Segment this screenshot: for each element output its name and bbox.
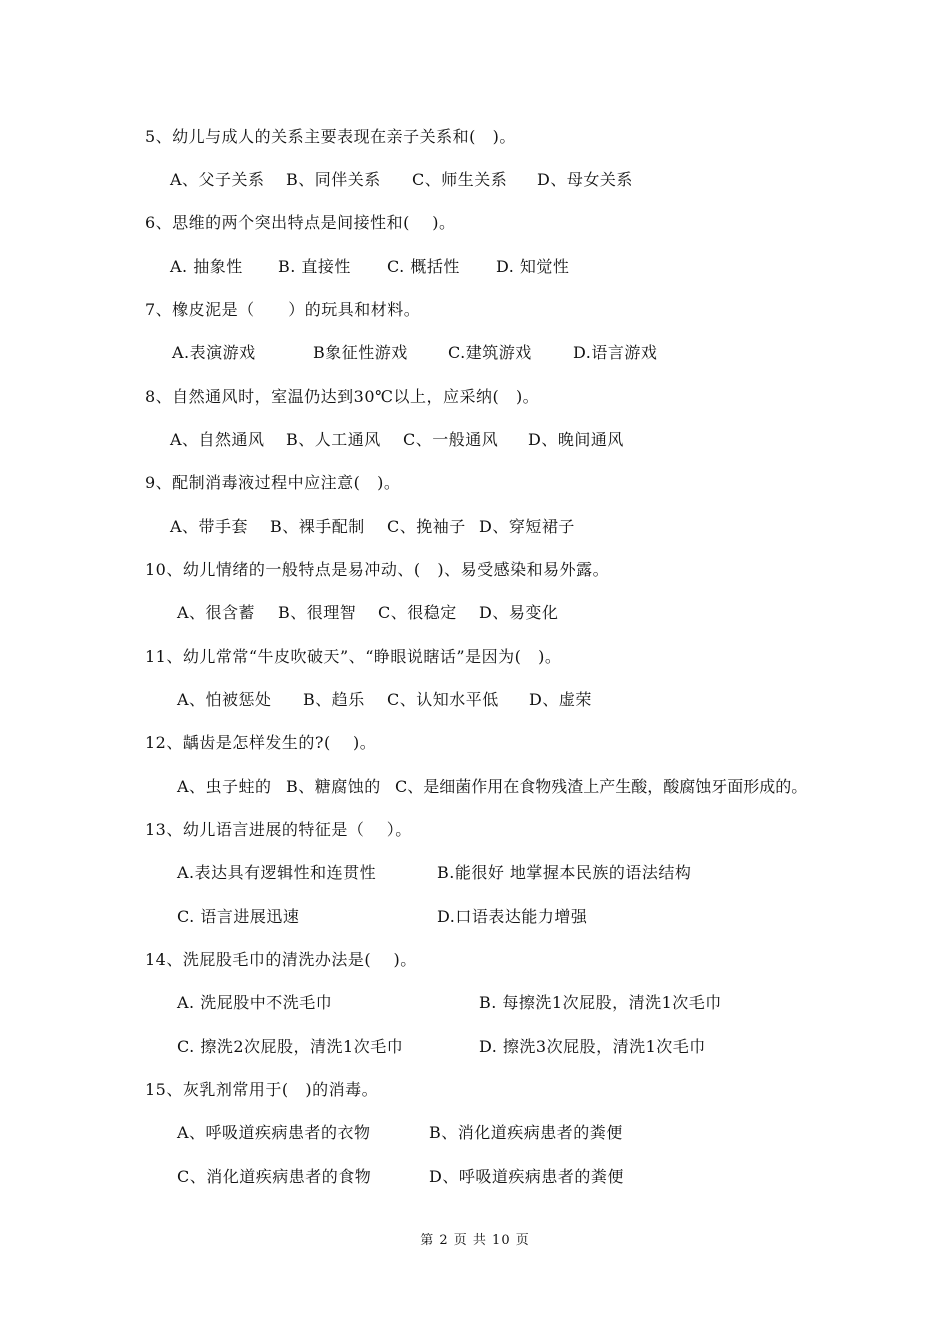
question-11-option-c: C、认知水平低 [387,690,499,709]
question-14-stem: 14、洗屁股毛巾的清洗办法是( )。 [145,950,417,969]
question-6-option-b: B. 直接性 [278,257,351,276]
question-8-option-b: B、人工通风 [286,430,381,449]
question-5-option-d: D、母女关系 [537,170,633,189]
question-14-option-d: D. 擦洗3次屁股，清洗1次毛巾 [479,1037,706,1056]
question-11-option-b: B、趋乐 [303,690,365,709]
question-7-option-d: D.语言游戏 [573,343,658,362]
question-12-stem: 12、龋齿是怎样发生的?( )。 [145,733,377,752]
question-13-option-d: D.口语表达能力增强 [437,907,588,926]
page-number-footer: 第 2 页 共 10 页 [420,1233,530,1248]
question-11-option-a: A、怕被惩处 [177,690,272,709]
question-14-option-b: B. 每擦洗1次屁股，清洗1次毛巾 [479,993,722,1012]
question-7-option-c: C.建筑游戏 [448,343,532,362]
question-15-option-a: A、呼吸道疾病患者的衣物 [177,1123,371,1142]
question-15-stem: 15、灰乳剂常用于( )的消毒。 [145,1080,379,1099]
question-5-option-c: C、师生关系 [412,170,508,189]
question-13-stem: 13、幼儿语言进展的特征是（ ）。 [145,820,412,839]
question-15-option-d: D、呼吸道疾病患者的粪便 [429,1167,624,1186]
question-8-stem: 8、自然通风时，室温仍达到30℃以上，应采纳( )。 [145,387,540,406]
question-6-stem: 6、思维的两个突出特点是间接性和( )。 [145,213,456,232]
question-10-stem: 10、幼儿情绪的一般特点是易冲动、( )、易受感染和易外露。 [145,560,610,579]
question-6-option-c: C. 概括性 [387,257,460,276]
question-10-option-b: B、很理智 [278,603,357,622]
question-7-option-a: A.表演游戏 [172,343,256,362]
question-9-option-c: C、挽袖子 [387,517,466,536]
question-9-option-d: D、穿短裙子 [479,517,575,536]
question-12-option-a: A、虫子蛀的 [177,777,272,796]
question-6-option-d: D. 知觉性 [496,257,570,276]
question-10-option-a: A、很含蓄 [177,603,256,622]
question-7-option-b: B象征性游戏 [313,343,408,362]
question-10-option-d: D、易变化 [479,603,559,622]
question-13-option-a: A.表达具有逻辑性和连贯性 [177,863,377,882]
question-11-stem: 11、幼儿常常“牛皮吹破天”、“睁眼说瞎话”是因为( )。 [145,647,562,666]
question-12-option-c: C、是细菌作用在食物残渣上产生酸，酸腐蚀牙面形成的。 [395,777,808,796]
question-9-option-b: B、裸手配制 [270,517,365,536]
question-9-option-a: A、带手套 [170,517,249,536]
question-13-option-c: C. 语言进展迅速 [177,907,300,926]
question-5-option-b: B、同伴关系 [286,170,381,189]
question-8-option-c: C、一般通风 [403,430,499,449]
question-15-option-b: B、消化道疾病患者的粪便 [429,1123,623,1142]
question-5-stem: 5、幼儿与成人的关系主要表现在亲子关系和( )。 [145,127,516,146]
question-13-option-b: B.能很好 地掌握本民族的语法结构 [437,863,692,882]
question-11-option-d: D、虚荣 [529,690,592,709]
question-15-option-c: C、消化道疾病患者的食物 [177,1167,372,1186]
question-7-stem: 7、橡皮泥是（ ）的玩具和材料。 [145,300,421,319]
question-10-option-c: C、很稳定 [378,603,457,622]
question-8-option-d: D、晚间通风 [528,430,624,449]
question-14-option-c: C. 擦洗2次屁股，清洗1次毛巾 [177,1037,404,1056]
question-12-option-b: B、糖腐蚀的 [286,777,381,796]
question-6-option-a: A. 抽象性 [170,257,243,276]
question-14-option-a: A. 洗屁股中不洗毛巾 [177,993,333,1012]
question-8-option-a: A、自然通风 [170,430,265,449]
question-5-option-a: A、父子关系 [170,170,265,189]
question-9-stem: 9、配制消毒液过程中应注意( )。 [145,473,401,492]
